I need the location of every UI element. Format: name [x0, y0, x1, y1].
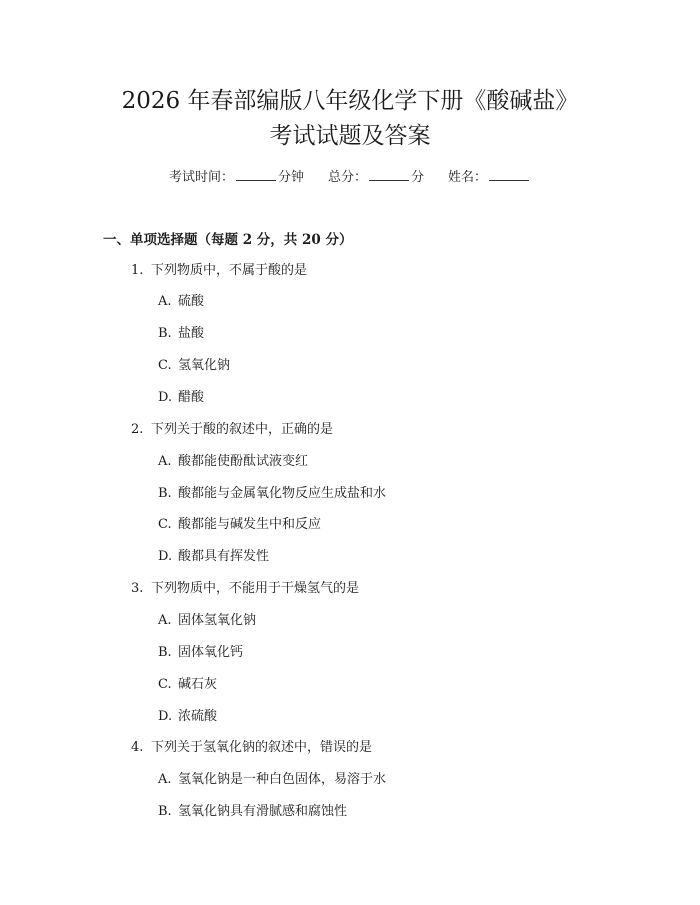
question-number: 1.	[131, 263, 144, 278]
option-letter: B.	[158, 486, 172, 501]
option-item	[158, 325, 204, 343]
option-text: 醋酸	[178, 390, 205, 405]
option-item	[158, 771, 386, 789]
question-text: 下列物质中，不能用于干燥氢气的是	[151, 581, 360, 596]
option-item	[158, 516, 321, 534]
exam-time	[169, 170, 304, 185]
option-item	[158, 708, 217, 726]
option-letter: A.	[158, 454, 172, 469]
question-1	[131, 262, 307, 280]
option-text: 酸都能使酚酞试液变红	[178, 454, 309, 469]
total-score-unit: 分	[411, 170, 425, 185]
option-letter: B.	[158, 326, 172, 341]
option-item	[158, 485, 386, 503]
option-item	[158, 453, 308, 471]
section-heading: 一、单项选择题（每题 2 分，共 20 分）	[103, 232, 353, 248]
question-number: 4.	[131, 740, 144, 755]
option-letter: C.	[158, 677, 172, 692]
option-item	[158, 644, 243, 662]
option-text: 氢氧化钠	[178, 358, 231, 373]
question-3	[131, 580, 359, 598]
title-line-1: 2026 年春部编版八年级化学下册《酸碱盐》	[121, 88, 579, 114]
option-text: 酸都具有挥发性	[178, 549, 270, 564]
student-name-blank	[489, 168, 529, 181]
option-item	[158, 293, 204, 311]
option-text: 氢氧化钠是一种白色固体，易溶于水	[178, 772, 387, 787]
option-text: 酸都能与碱发生中和反应	[178, 517, 322, 532]
option-letter: D.	[158, 390, 173, 405]
option-item	[158, 803, 347, 821]
question-2	[131, 421, 333, 439]
option-text: 浓硫酸	[178, 709, 218, 724]
question-text: 下列关于氢氧化钠的叙述中，错误的是	[151, 740, 373, 755]
option-letter: A.	[158, 294, 172, 309]
option-text: 碱石灰	[178, 677, 218, 692]
exam-time-unit: 分钟	[277, 170, 304, 185]
option-letter: B.	[158, 645, 172, 660]
option-letter: D.	[158, 549, 173, 564]
option-text: 酸都能与金属氧化物反应生成盐和水	[178, 486, 387, 501]
option-letter: A.	[158, 772, 172, 787]
student-name	[448, 170, 531, 185]
exam-meta	[0, 168, 700, 187]
option-item	[158, 357, 230, 375]
option-letter: C.	[158, 358, 172, 373]
option-text: 盐酸	[178, 326, 205, 341]
total-score	[328, 170, 424, 185]
option-letter: D.	[158, 709, 173, 724]
question-text: 下列关于酸的叙述中，正确的是	[151, 422, 334, 437]
option-text: 硫酸	[178, 294, 205, 309]
option-item	[158, 389, 204, 407]
option-letter: C.	[158, 517, 172, 532]
question-text: 下列物质中，不属于酸的是	[151, 263, 308, 278]
option-item	[158, 676, 217, 694]
student-name-label: 姓名：	[448, 170, 488, 185]
question-number: 2.	[131, 422, 144, 437]
total-score-label: 总分：	[327, 170, 367, 185]
option-item	[158, 548, 269, 566]
exam-time-label: 考试时间：	[168, 170, 234, 185]
question-4	[131, 739, 372, 757]
option-letter: B.	[158, 804, 172, 819]
question-number: 3.	[131, 581, 144, 596]
option-text: 固体氧化钙	[178, 645, 244, 660]
option-text: 固体氢氧化钠	[178, 613, 257, 628]
exam-time-blank	[236, 168, 276, 181]
title-line-2: 考试试题及答案	[269, 123, 431, 149]
total-score-blank	[369, 168, 409, 181]
option-text: 氢氧化钠具有滑腻感和腐蚀性	[178, 804, 348, 819]
option-item	[158, 612, 256, 630]
option-letter: A.	[158, 613, 172, 628]
